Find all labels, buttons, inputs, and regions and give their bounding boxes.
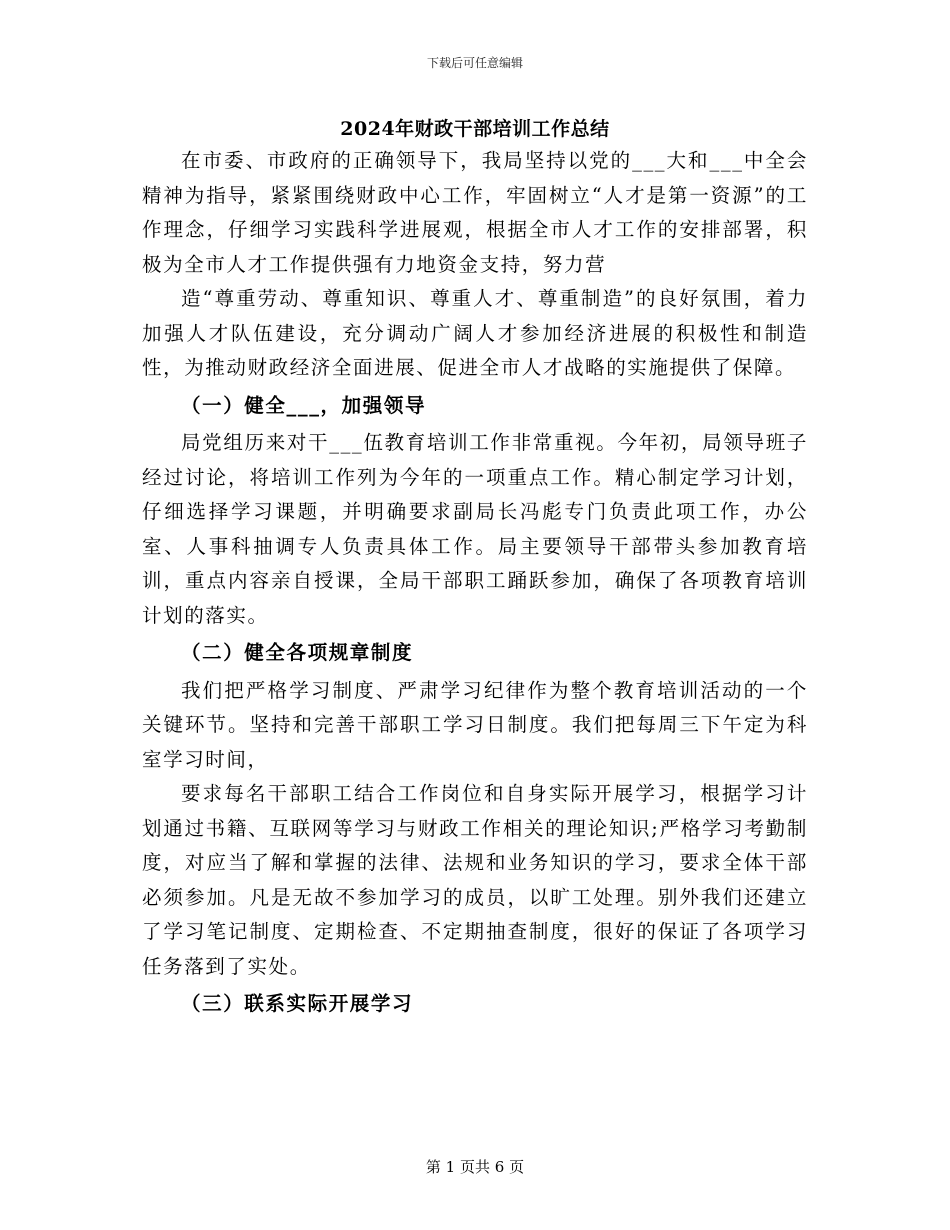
paragraph-section-2a: 我们把严格学习制度、严肃学习纪律作为整个教育培训活动的一个关键环节。坚持和完善干部职工学习日制度。我们把每周三下午定为科室学习时间， bbox=[142, 678, 808, 771]
document-body bbox=[142, 144, 808, 1025]
paragraph-intro: 在市委、市政府的正确领导下，我局坚持以党的___大和___中全会精神为指导，紧紧围绕财政中心工作，牢固树立“人才是第一资源”的工作理念，仔细学习实践科学进展观，根据全市人才工作的安排部署，积极为全市人才工作提供强有力地资金支持，努力营 bbox=[142, 149, 808, 276]
paragraph-section-2b: 要求每名干部职工结合工作岗位和自身实际开展学习，根据学习计划通过书籍、互联网等学习与财政工作相关的理论知识;严格学习考勤制度，对应当了解和掌握的法律、法规和业务知识的学习，要求全体干部必须参加。凡是无故不参加学习的成员，以旷工处理。别外我们还建立了学习笔记制度、定期检查、不定期抽查制度，很好的保证了各项学习任务落到了实处。 bbox=[142, 782, 808, 978]
paragraph-intro-continued: 造“尊重劳动、尊重知识、尊重人才、尊重制造”的良好氛围，着力加强人才队伍建设，充分调动广阔人才参加经济进展的积极性和制造性，为推动财政经济全面进展、促进全市人才战略的实施提供了保障。 bbox=[142, 287, 808, 379]
section-heading-1: （一）健全___，加强领导 bbox=[181, 393, 427, 417]
section-heading-2: （二）健全各项规章制度 bbox=[181, 641, 414, 664]
section-heading-3: （三）联系实际开展学习 bbox=[181, 992, 414, 1015]
page-footer-number: 第 1 页共 6 页 bbox=[425, 1158, 525, 1176]
paragraph-section-1: 局党组历来对干___伍教育培训工作非常重视。今年初，局领导班子经过讨论，将培训工作列为今年的一项重点工作。精心制定学习计划，仔细选择学习课题，并明确要求副局长冯彪专门负责此项工作，办公室、人事科抽调专人负责具体工作。局主要领导干部带头参加教育培训，重点内容亲自授课，全局干部职工踊跃参加，确保了各项教育培训计划的落实。 bbox=[142, 431, 808, 627]
document-title: 2024年财政干部培训工作总结 bbox=[340, 118, 610, 140]
page-header-note: 下载后可任意编辑 bbox=[426, 56, 523, 70]
